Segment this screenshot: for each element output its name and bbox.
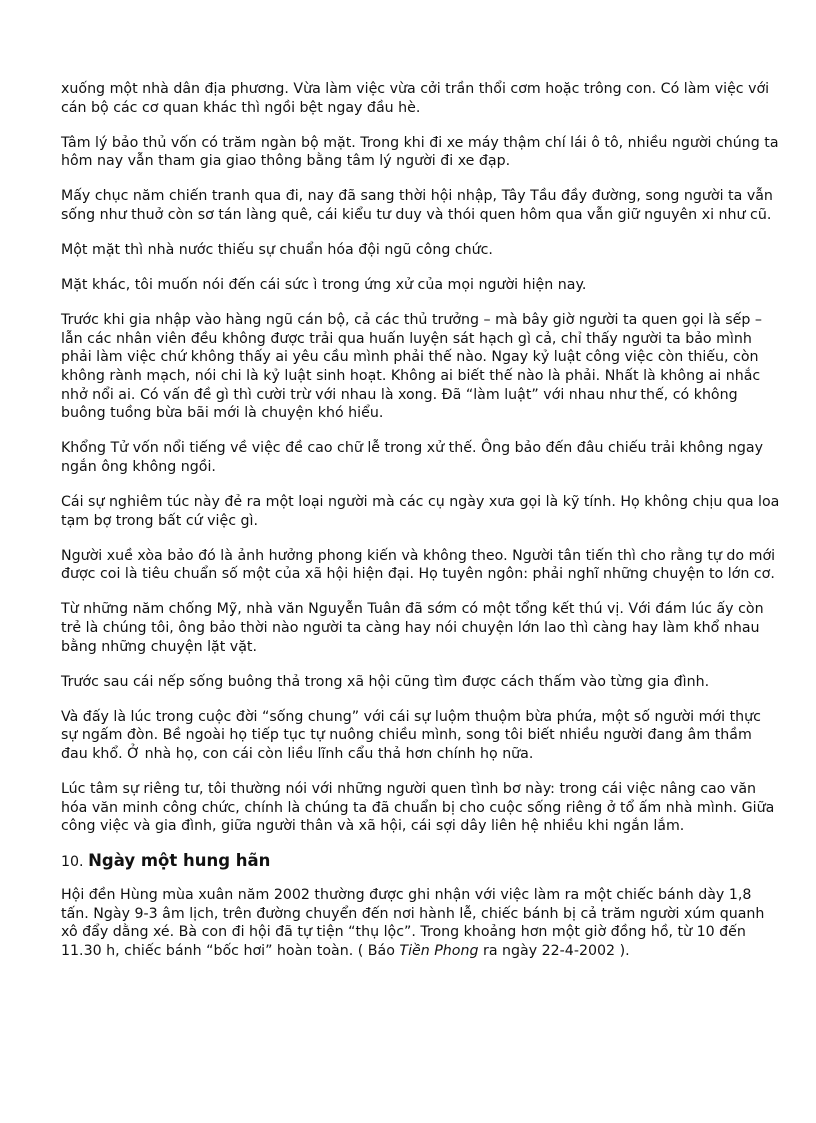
final-paragraph-text: Hội đền Hùng mùa xuân năm 2002 thường được ghi nhận với việc làm ra một chiếc bánh dày 1,8 tấn. Ngày 9-3 âm lịch, trên đường chuyển đến nơi hành lễ, chiếc bánh bị cả trăm người xúm quanh xô đẩy dằng xé. Bà con đi hội đã tự tiện “thụ lộc”. Trong khoảng hơn một giờ đồng hồ, từ 10 đến 11.30 h, chiếc bánh “bốc hơi” hoàn toàn. ( Báo bbox=[61, 886, 765, 959]
section-number: 10. bbox=[61, 854, 89, 871]
final-paragraph bbox=[61, 886, 781, 960]
document-page bbox=[61, 80, 781, 977]
paragraph-4: Một mặt thì nhà nước thiếu sự chuẩn hóa đội ngũ công chức. bbox=[61, 242, 493, 259]
newspaper-name: Tiền Phong bbox=[399, 942, 479, 959]
paragraph-1: xuống một nhà dân địa phương. Vừa làm việc vừa cởi trần thổi cơm hoặc trông con. Có làm việc với cán bộ các cơ quan khác thì ngồi bệt ngay đầu hè. bbox=[61, 81, 770, 116]
paragraph-2: Tâm lý bảo thủ vốn có trăm ngàn bộ mặt. Trong khi đi xe máy thậm chí lái ô tô, nhiều người chúng ta hôm nay vẫn tham gia giao thông bằng tâm lý người đi xe đạp. bbox=[61, 134, 779, 170]
paragraph-3: Mấy chục năm chiến tranh qua đi, nay đã sang thời hội nhập, Tây Tầu đầy đường, song người ta vẫn sống như thuở còn sơ tán làng quê, cái kiểu tư duy và thói quen hôm qua vẫn giữ nguyên xi như cũ. bbox=[61, 188, 773, 223]
paragraph-8: Cái sự nghiêm túc này đẻ ra một loại người mà các cụ ngày xưa gọi là kỹ tính. Họ không chịu qua loa tạm bợ trong bất cứ việc gì. bbox=[61, 494, 780, 529]
paragraph-7: Khổng Tử vốn nổi tiếng về việc đề cao chữ lễ trong xử thế. Ông bảo đến đâu chiếu trải không ngay ngắn ông không ngồi. bbox=[61, 440, 763, 475]
paragraph-5: Mặt khác, tôi muốn nói đến cái sức ì trong ứng xử của mọi người hiện nay. bbox=[61, 277, 587, 294]
final-paragraph-date: ra ngày 22-4-2002 ). bbox=[478, 942, 630, 959]
paragraph-12: Và đấy là lúc trong cuộc đời “sống chung” với cái sự luộm thuộm bừa phứa, một số người mới thực sự ngấm đòn. Bề ngoài họ tiếp tục tự nuông chiều mình, song tôi biết nhiều người đang âm thầm đau khổ. Ở nhà họ, con cái còn liều lĩnh cẩu thả hơn chính họ nữa. bbox=[61, 708, 761, 762]
section-title: Ngày một hung hãn bbox=[88, 851, 271, 871]
paragraph-9: Người xuề xòa bảo đó là ảnh hưởng phong kiến và không theo. Người tân tiến thì cho rằng tự do mới được coi là tiêu chuẩn số một của xã hội hiện đại. Họ tuyên ngôn: phải nghĩ những chuyện to lớn cơ. bbox=[61, 547, 776, 583]
paragraph-6: Trước khi gia nhập vào hàng ngũ cán bộ, cả các thủ trưởng – mà bây giờ người ta quen gọi là sếp – lẫn các nhân viên đều không được trải qua huấn luyện sát hạch gì cả, chỉ thấy người ta bảo mình phải làm việc chứ không thấy ai yêu cầu mình phải thế nào. Ngay kỷ luật công việc còn thiếu, còn không rành mạch, nói chi là kỷ luật sinh hoạt. Không ai biết thế nào là phải. Nhất là không ai nhắc nhở nổi ai. Có vấn đề gì thì cười trừ với nhau là xong. Đã “làm luật” với nhau như thế, có không buông tuồng bừa bãi mới là chuyện khó hiểu. bbox=[61, 312, 763, 422]
paragraph-10: Từ những năm chống Mỹ, nhà văn Nguyễn Tuân đã sớm có một tổng kết thú vị. Với đám lúc ấy còn trẻ là chúng tôi, ông bảo thời nào người ta càng hay nói chuyện lớn lao thì càng hay làm khổ nhau bằng những chuyện lặt vặt. bbox=[61, 601, 764, 655]
paragraph-13: Lúc tâm sự riêng tư, tôi thường nói với những người quen tình bơ này: trong cái việc nâng cao văn hóa văn minh công chức, chính là chúng ta đã chuẩn bị cho cuộc sống riêng ở tổ ấm nhà mình. Giữa công việc và gia đình, giữa người thân và xã hội, cái sợi dây liên hệ nhiều khi ngắn lắm. bbox=[61, 781, 775, 835]
section-heading bbox=[61, 852, 781, 872]
paragraph-11: Trước sau cái nếp sống buông thả trong xã hội cũng tìm được cách thấm vào từng gia đình. bbox=[61, 673, 710, 690]
